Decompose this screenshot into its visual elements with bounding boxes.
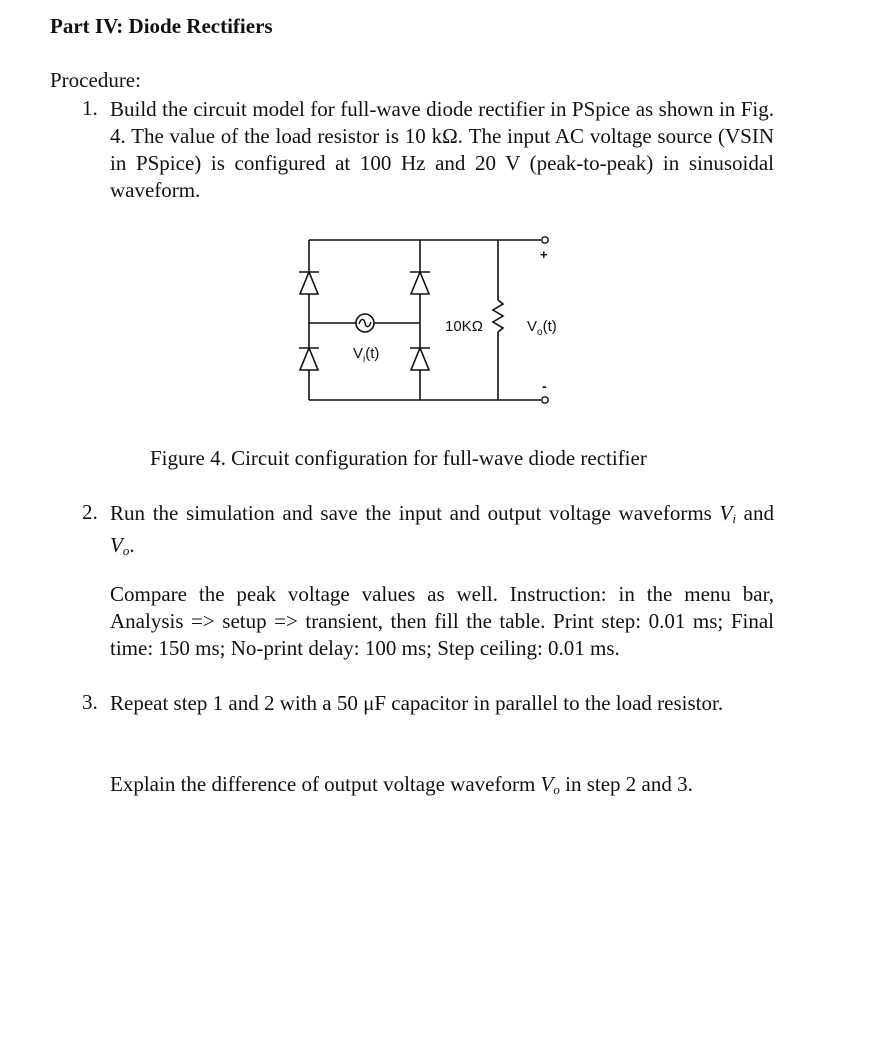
- load-resistor: [493, 300, 503, 332]
- rectifier-circuit-diagram: [290, 228, 580, 418]
- step-3-number: 3.: [82, 690, 98, 714]
- diode-top-right: [410, 272, 430, 294]
- output-terminal-plus: [542, 237, 548, 243]
- output-voltage-label: $V_o(t)$: [527, 318, 557, 338]
- resistor-label: 10KΩ: [445, 318, 483, 335]
- diode-bottom-left: [299, 348, 319, 370]
- step-1-text: Build the circuit model for full-wave diode rectifier in PSpice as shown in Fig. 4. The value of the load resistor is 10 kΩ. The input AC voltage source (VSIN in PSpice) is configured at 100 Hz and 20 V (peak-to-peak) in sinusoidal waveform.: [110, 97, 774, 202]
- output-terminal-minus: [542, 397, 548, 403]
- step-2-text: Run the simulation and save the input and output voltage waveforms $V_i$ and $V_o$.: [110, 501, 774, 558]
- vo-symbol: $V_o$: [110, 533, 130, 558]
- step-1-number: 1.: [82, 96, 98, 120]
- diode-top-left: [299, 272, 319, 294]
- diode-bottom-right: [410, 348, 430, 370]
- plus-label: +: [540, 247, 548, 262]
- figure-caption: Figure 4. Circuit configuration for full-wave diode rectifier: [150, 446, 647, 470]
- step-2-followup: Compare the peak voltage values as well. Instruction: in the menu bar, Analysis => setup => transient, then fill the table. Print step: 0.01 ms; Final time: 150 ms; No-print delay: 100 ms; Step ceiling: 0.01 ms.: [110, 582, 774, 660]
- step-3-text: Repeat step 1 and 2 with a 50 μF capacitor in parallel to the load resistor.: [110, 691, 724, 715]
- step-2-number: 2.: [82, 500, 98, 524]
- procedure-label: Procedure:: [50, 68, 141, 92]
- section-heading: Part IV: Diode Rectifiers: [50, 14, 273, 38]
- step-3-followup: Explain the difference of output voltage waveform $V_o$ in step 2 and 3.: [110, 772, 693, 797]
- ac-source-icon: [356, 314, 374, 332]
- vi-symbol: $V_i$: [719, 501, 736, 526]
- minus-label: -: [542, 378, 547, 394]
- vo-symbol: $V_o$: [540, 772, 560, 797]
- input-voltage-label: $V_i(t)$: [353, 345, 380, 365]
